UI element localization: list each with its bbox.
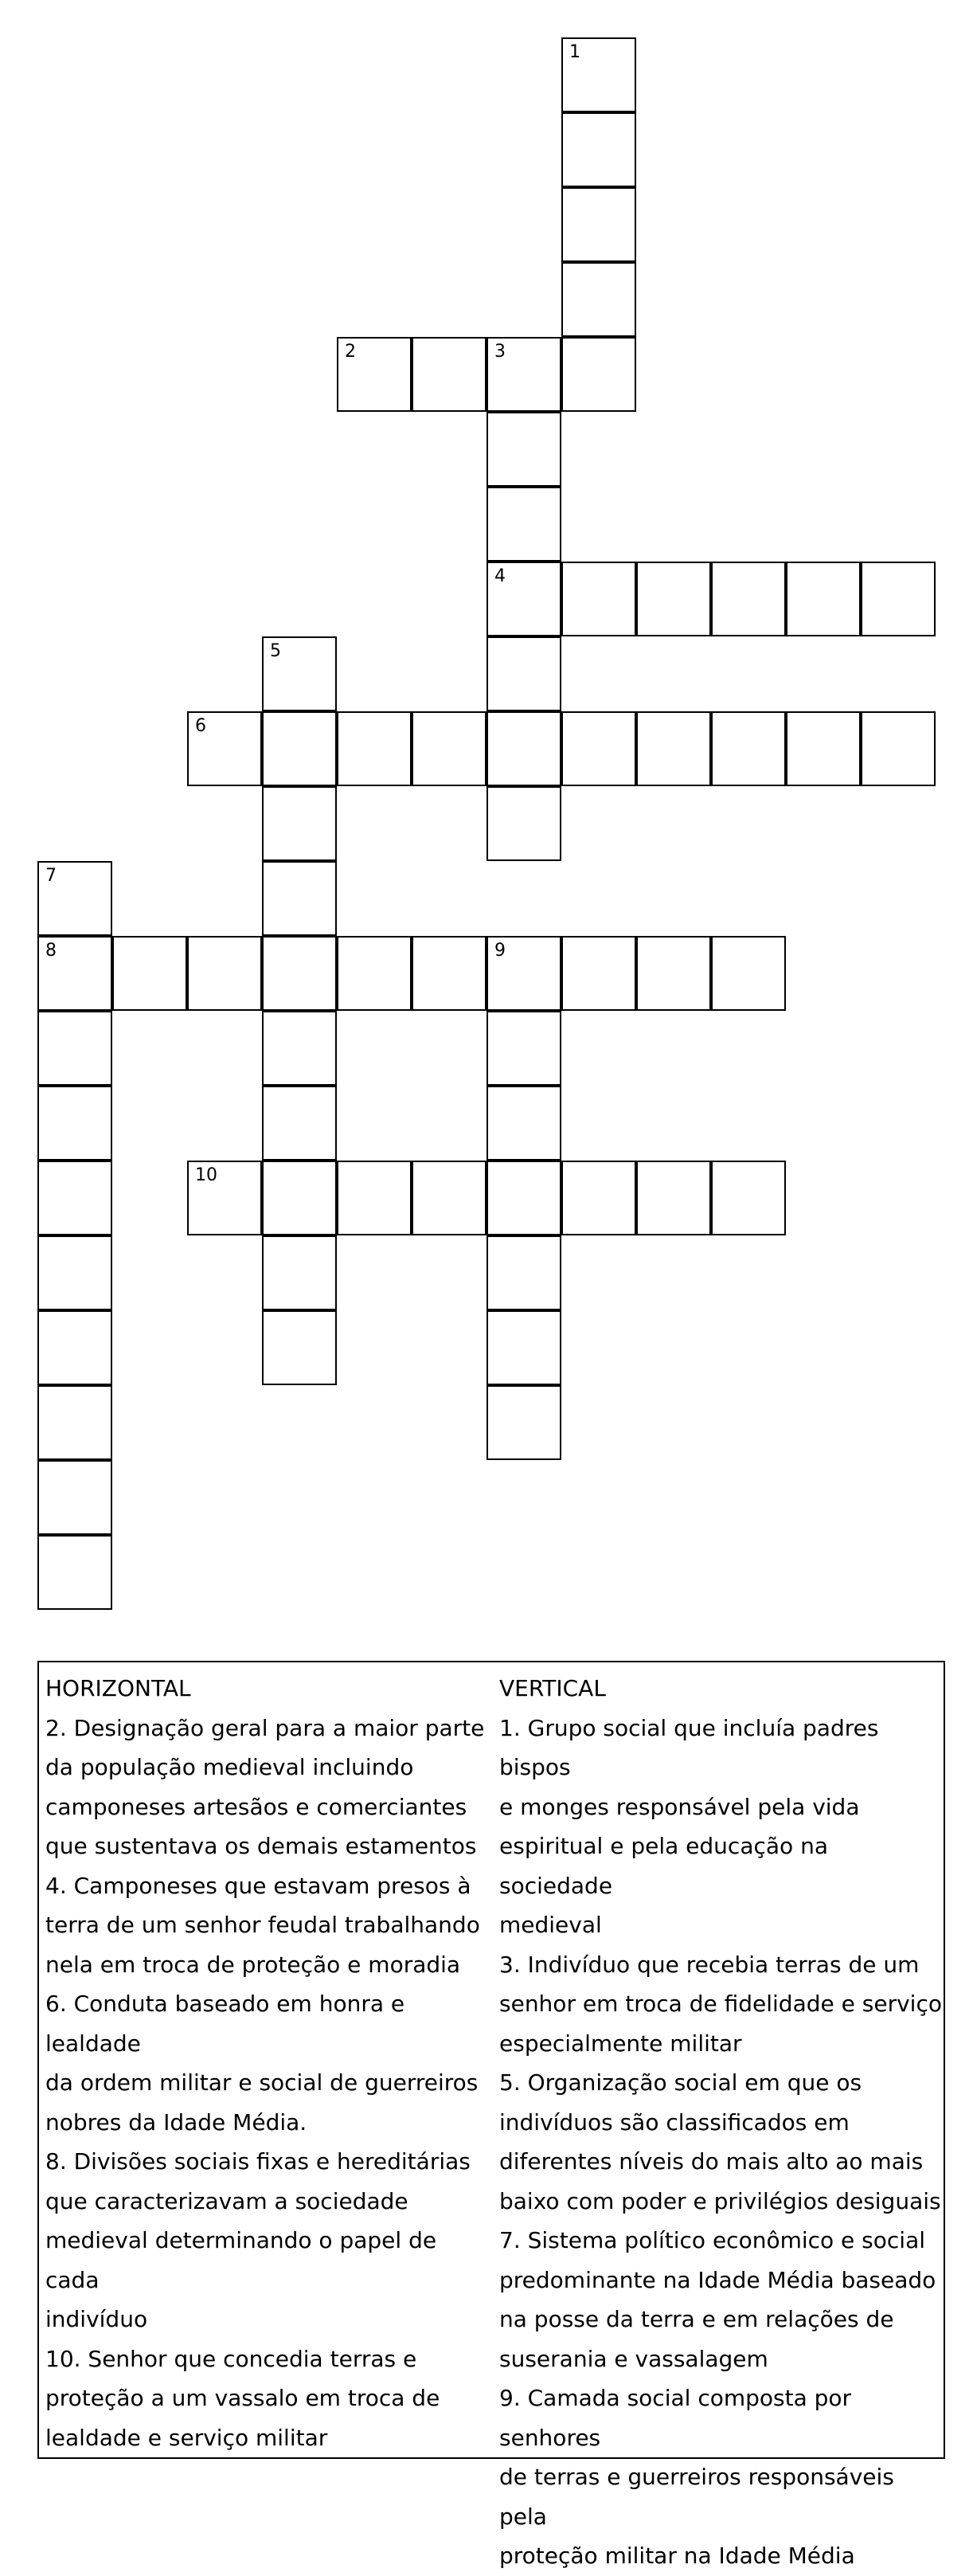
clue-number: 4 bbox=[494, 566, 506, 586]
clue-line: 1. Grupo social que incluía padres bispos bbox=[499, 1714, 879, 1780]
crossword-cell[interactable] bbox=[262, 711, 337, 786]
clue-h-10 bbox=[45, 2339, 493, 2458]
crossword-cell[interactable] bbox=[636, 1161, 711, 1235]
crossword-cell[interactable] bbox=[561, 936, 636, 1011]
clue-line: suserania e vassalagem bbox=[499, 2345, 768, 2372]
crossword-cell[interactable] bbox=[486, 711, 561, 786]
clue-v-1 bbox=[499, 1709, 942, 1945]
crossword-cell[interactable] bbox=[262, 1235, 337, 1310]
crossword-cell[interactable] bbox=[337, 936, 412, 1011]
clue-number: 1 bbox=[569, 42, 580, 62]
clue-line: medieval determinando o papel de cada bbox=[45, 2227, 437, 2293]
clue-line: 6. Conduta baseado em honra e lealdade bbox=[45, 1991, 405, 2057]
clue-v-7 bbox=[499, 2221, 942, 2378]
crossword-cell[interactable] bbox=[37, 1235, 112, 1310]
crossword-cell[interactable] bbox=[37, 861, 112, 936]
crossword-cell[interactable] bbox=[486, 1235, 561, 1310]
clue-line: indivíduo bbox=[45, 2306, 148, 2332]
clues-box bbox=[37, 1661, 945, 2569]
crossword-cell[interactable] bbox=[636, 711, 711, 786]
horizontal-heading: HORIZONTAL bbox=[45, 1675, 191, 1701]
crossword-cell[interactable] bbox=[37, 1310, 112, 1385]
crossword-cell[interactable] bbox=[262, 1310, 337, 1385]
clue-line: baixo com poder e privilégios desiguais bbox=[499, 2187, 941, 2214]
crossword-cell[interactable] bbox=[412, 337, 486, 412]
crossword-cell[interactable] bbox=[486, 1011, 561, 1086]
crossword-cell[interactable] bbox=[861, 711, 936, 786]
clue-line: que sustentava os demais estamentos bbox=[45, 1833, 477, 1859]
crossword-cell[interactable] bbox=[187, 1161, 262, 1235]
crossword-cell[interactable] bbox=[486, 412, 561, 487]
clue-line: 9. Camada social composta por senhores bbox=[499, 2385, 852, 2451]
crossword-cell[interactable] bbox=[561, 1161, 636, 1235]
crossword-cell[interactable] bbox=[486, 786, 561, 861]
crossword-cell[interactable] bbox=[711, 562, 786, 636]
crossword-cell[interactable] bbox=[486, 936, 561, 1011]
clue-line: proteção a um vassalo em troca de bbox=[45, 2385, 440, 2411]
clue-line: espiritual e pela educação na sociedade bbox=[499, 1833, 828, 1899]
clue-line: 10. Senhor que concedia terras e bbox=[45, 2345, 417, 2372]
clue-line: nobres da Idade Média. bbox=[45, 2108, 307, 2136]
crossword-cell[interactable] bbox=[486, 1161, 561, 1235]
clue-number: 5 bbox=[270, 641, 281, 661]
clue-line: 3. Indivíduo que recebia terras de um bbox=[499, 1951, 920, 1978]
clue-h-2 bbox=[45, 1709, 493, 1866]
clue-line: camponeses artesãos e comerciantes bbox=[45, 1793, 467, 1820]
clue-number: 6 bbox=[195, 716, 206, 736]
clue-line: nela em troca de proteção e moradia bbox=[45, 1951, 461, 1978]
crossword-cell[interactable] bbox=[112, 936, 187, 1011]
clue-line: da população medieval incluindo bbox=[45, 1754, 414, 1780]
clue-h-4 bbox=[45, 1866, 493, 1985]
crossword-cell[interactable] bbox=[486, 562, 561, 636]
crossword-cell[interactable] bbox=[262, 861, 337, 936]
vertical-clues-column bbox=[499, 1669, 942, 2576]
crossword-cell[interactable] bbox=[486, 337, 561, 412]
crossword-cell[interactable] bbox=[711, 1161, 786, 1235]
clue-number: 2 bbox=[345, 342, 356, 362]
crossword-cell[interactable] bbox=[561, 562, 636, 636]
crossword-cell[interactable] bbox=[561, 711, 636, 786]
clue-v-9 bbox=[499, 2378, 942, 2576]
crossword-cell[interactable] bbox=[412, 711, 486, 786]
clue-line: medieval bbox=[499, 1912, 602, 1938]
clue-h-8 bbox=[45, 2142, 493, 2339]
crossword-cell[interactable] bbox=[37, 1086, 112, 1161]
clue-line: e monges responsável pela vida bbox=[499, 1793, 860, 1820]
crossword-cell[interactable] bbox=[786, 711, 861, 786]
horizontal-clues-column bbox=[45, 1669, 493, 2457]
crossword-cell[interactable] bbox=[861, 562, 936, 636]
crossword-cell[interactable] bbox=[561, 37, 636, 112]
clue-h-6 bbox=[45, 1984, 493, 2142]
clue-v-5 bbox=[499, 2063, 942, 2221]
clue-line: indivíduos são classificados em bbox=[499, 2108, 850, 2136]
crossword-cell[interactable] bbox=[561, 262, 636, 337]
clue-number: 3 bbox=[494, 342, 506, 362]
clue-line: 5. Organização social em que os bbox=[499, 2069, 862, 2096]
clue-v-3 bbox=[499, 1945, 942, 2064]
crossword-cell[interactable] bbox=[37, 936, 112, 1011]
crossword-cell[interactable] bbox=[337, 1161, 412, 1235]
clue-line: 2. Designação geral para a maior parte bbox=[45, 1714, 485, 1741]
clue-line: especialmente militar bbox=[499, 2030, 742, 2057]
crossword-cell[interactable] bbox=[262, 1086, 337, 1161]
clue-line: na posse da terra e em relações de bbox=[499, 2306, 894, 2332]
crossword-cell[interactable] bbox=[337, 711, 412, 786]
crossword-cell[interactable] bbox=[711, 936, 786, 1011]
crossword-cell[interactable] bbox=[262, 1161, 337, 1235]
crossword-cell[interactable] bbox=[262, 636, 337, 711]
crossword-cell[interactable] bbox=[37, 1011, 112, 1086]
crossword-cell[interactable] bbox=[636, 562, 711, 636]
clue-number: 8 bbox=[45, 941, 57, 961]
clue-line: lealdade e serviço militar bbox=[45, 2424, 328, 2451]
clue-line: predominante na Idade Média baseado bbox=[499, 2266, 936, 2293]
clue-number: 9 bbox=[494, 941, 506, 961]
crossword-cell[interactable] bbox=[37, 1385, 112, 1460]
clue-line: de terras e guerreiros responsáveis pela bbox=[499, 2464, 894, 2530]
crossword-cell[interactable] bbox=[711, 711, 786, 786]
clue-line: diferentes níveis do mais alto ao mais bbox=[499, 2148, 924, 2175]
crossword-cell[interactable] bbox=[412, 936, 486, 1011]
clue-line: que caracterizavam a sociedade bbox=[45, 2187, 408, 2214]
crossword-cell[interactable] bbox=[786, 562, 861, 636]
vertical-heading: VERTICAL bbox=[499, 1675, 606, 1701]
clue-line: senhor em troca de fidelidade e serviço bbox=[499, 1991, 942, 2017]
crossword-cell[interactable] bbox=[486, 487, 561, 562]
clue-line: 7. Sistema político econômico e social bbox=[499, 2227, 926, 2253]
clue-number: 10 bbox=[195, 1165, 217, 1185]
crossword-cell[interactable] bbox=[486, 636, 561, 711]
crossword-cell[interactable] bbox=[337, 337, 412, 412]
clue-line: 8. Divisões sociais fixas e hereditárias bbox=[45, 2148, 471, 2175]
crossword-cell[interactable] bbox=[187, 936, 262, 1011]
crossword-cell[interactable] bbox=[636, 936, 711, 1011]
crossword-cell[interactable] bbox=[37, 1535, 112, 1610]
crossword-cell[interactable] bbox=[187, 711, 262, 786]
crossword-cell[interactable] bbox=[262, 936, 337, 1011]
crossword-cell[interactable] bbox=[561, 187, 636, 262]
clue-line: da ordem militar e social de guerreiros bbox=[45, 2069, 479, 2096]
crossword-cell[interactable] bbox=[37, 1161, 112, 1235]
crossword-cell[interactable] bbox=[486, 1385, 561, 1460]
crossword-cell[interactable] bbox=[486, 1086, 561, 1161]
crossword-cell[interactable] bbox=[486, 1310, 561, 1385]
crossword-cell[interactable] bbox=[262, 786, 337, 861]
clue-line: proteção militar na Idade Média bbox=[499, 2543, 855, 2569]
crossword-cell[interactable] bbox=[561, 337, 636, 412]
crossword-cell[interactable] bbox=[262, 1011, 337, 1086]
crossword-cell[interactable] bbox=[561, 112, 636, 187]
crossword-cell[interactable] bbox=[412, 1161, 486, 1235]
clue-line: 4. Camponeses que estavam presos à bbox=[45, 1872, 471, 1899]
clue-line: terra de um senhor feudal trabalhando bbox=[45, 1912, 480, 1938]
crossword-cell[interactable] bbox=[37, 1460, 112, 1535]
clue-number: 7 bbox=[45, 866, 57, 886]
